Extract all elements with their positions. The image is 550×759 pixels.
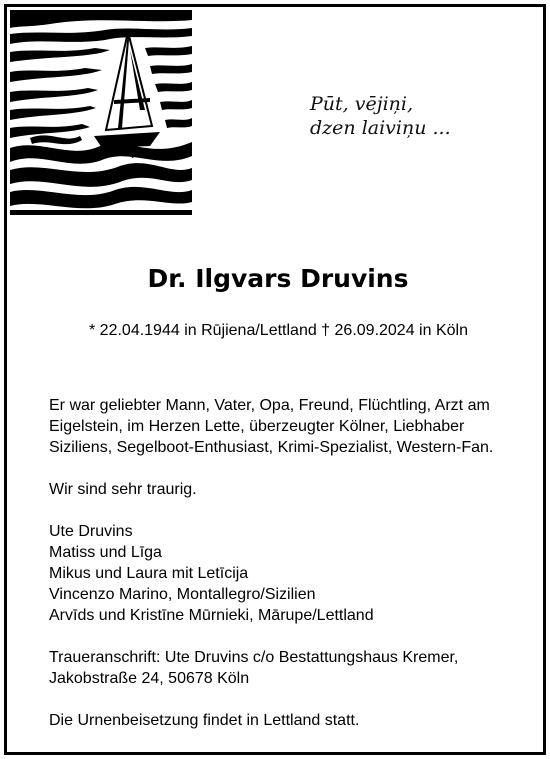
deceased-name: Dr. Ilgvars Druvins xyxy=(147,264,409,293)
sailboat-woodcut-illustration xyxy=(10,10,192,215)
obituary-notice xyxy=(4,4,546,755)
mourner-1: Ute Druvins xyxy=(49,523,133,540)
mourning-address-line-1: Traueranschrift: Ute Druvins c/o Bestattungshaus Kremer, xyxy=(49,649,459,666)
tribute-line-3: Siziliens, Segelboot-Enthusiast, Krimi-Spezialist, Western-Fan. xyxy=(49,439,494,456)
mourning-address-line-2: Jakobstraße 24, 50678 Köln xyxy=(49,670,250,687)
mourner-3: Mikus und Laura mit Letīcija xyxy=(49,565,249,582)
quote-line-1: Pūt, vējiņi, xyxy=(310,93,414,115)
life-dates: * 22.04.1944 in Rūjiena/Lettland † 26.09.2024 in Köln xyxy=(89,322,468,339)
tribute-line-2: Eigelstein, im Herzen Lette, überzeugter Kölner, Liebhaber xyxy=(49,418,465,435)
mourner-2: Matiss und Līga xyxy=(49,544,162,561)
obituary-body xyxy=(49,395,539,731)
burial-note: Die Urnenbeisetzung findet in Lettland statt. xyxy=(49,712,360,729)
quote-line-2: dzen laiviņu ... xyxy=(310,117,451,139)
mourner-5: Arvīds und Kristīne Mūrnieki, Mārupe/Lettland xyxy=(49,607,374,624)
mourner-4: Vincenzo Marino, Montallegro/Sizilien xyxy=(49,586,316,603)
latvian-verse-quote xyxy=(310,92,451,140)
sad-statement: Wir sind sehr traurig. xyxy=(49,481,197,498)
tribute-line-1: Er war geliebter Mann, Vater, Opa, Freund, Flüchtling, Arzt am xyxy=(49,397,490,414)
